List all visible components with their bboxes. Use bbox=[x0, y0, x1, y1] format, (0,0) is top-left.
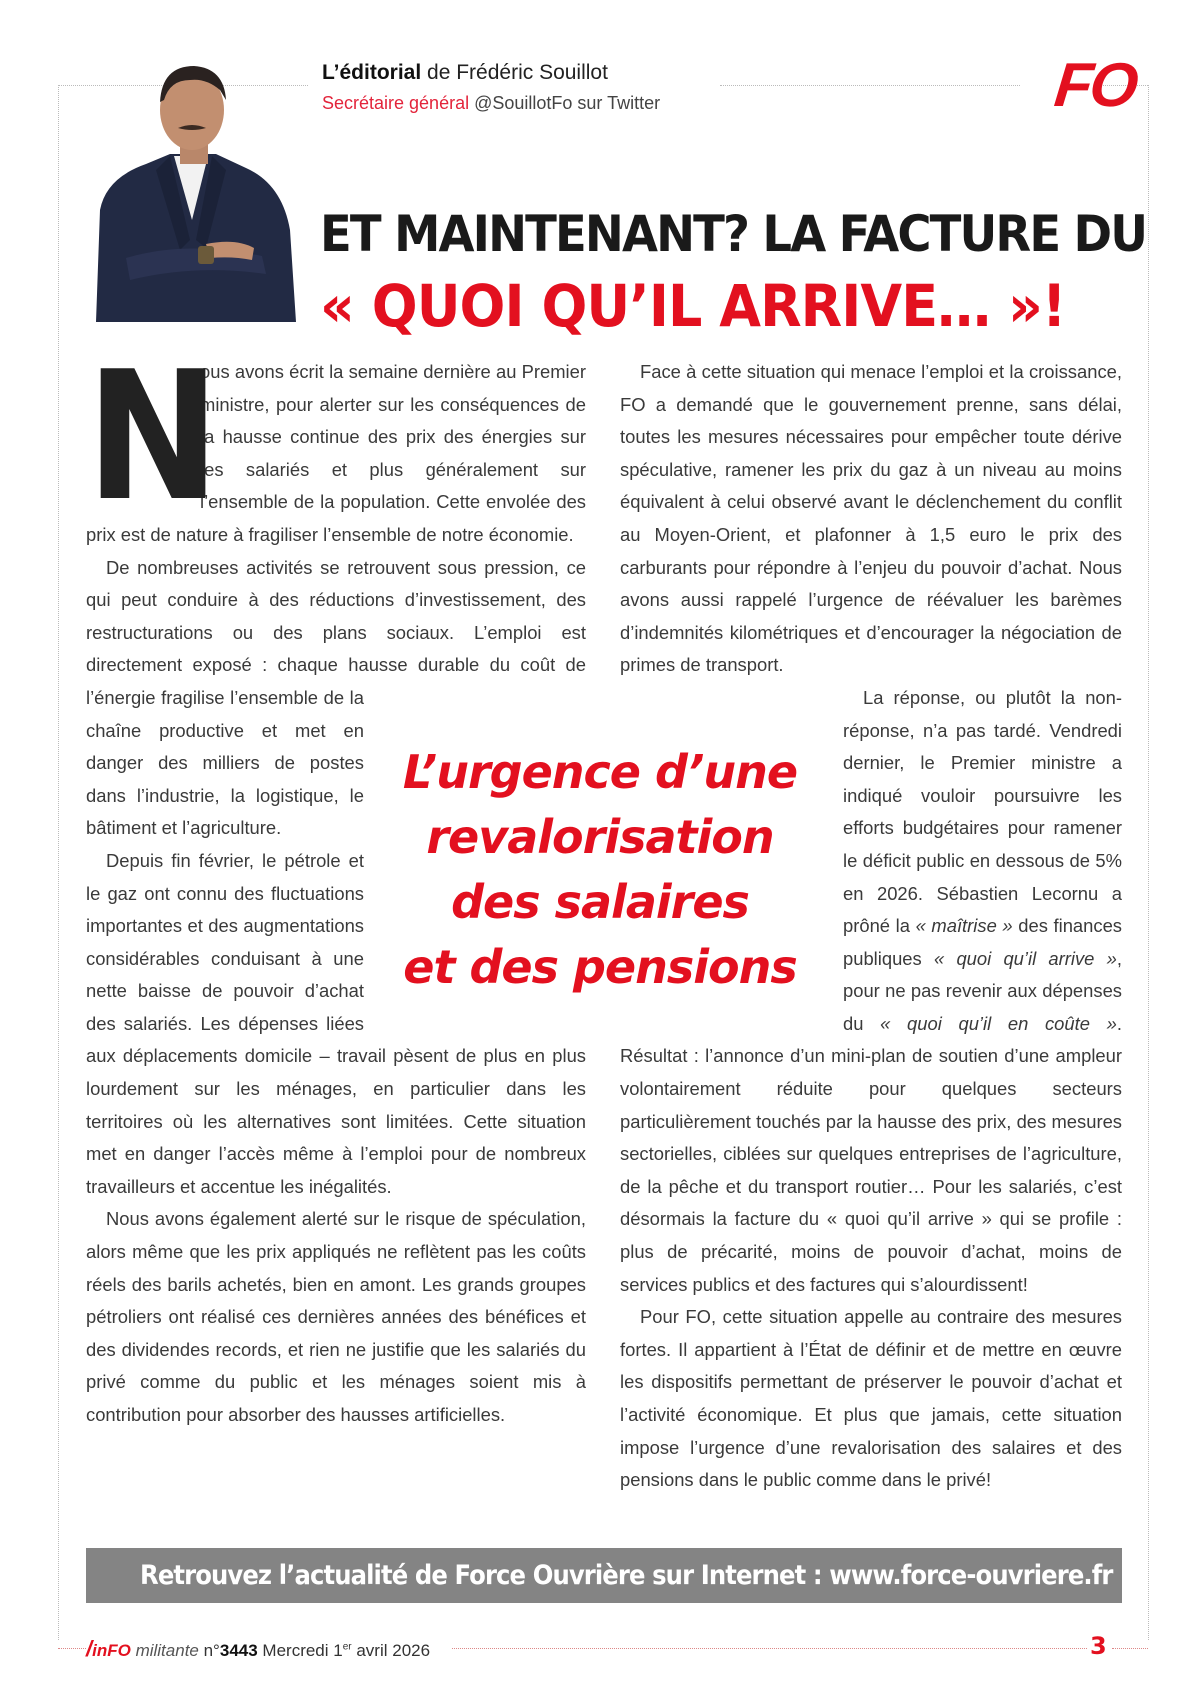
pull-quote-line: L’urgence d’une bbox=[402, 745, 798, 799]
headline-line-1: ET MAINTENANT? LA FACTURE DU bbox=[320, 205, 1147, 263]
headline-line-2: « QUOI QU’IL ARRIVE… »! bbox=[320, 272, 1066, 340]
article-paragraph: Depuis fin février, le pétrole et le gaz ont connu des fluctuations importantes et des augmentations considérables conduisant à une nette baisse de pouvoir d’achat des salariés. Les dépenses liées aux déplacements domicile – travail pèsent de plus en plus lourdement sur les ménages, en particulier dans les territoires où les alternatives sont limitées. Cette situation met en danger l’accès même à l’emploi pour de nombreux travailleurs et accentue les inégalités. bbox=[86, 849, 586, 1197]
issue-date: Mercredi 1 bbox=[257, 1641, 343, 1660]
quote-run: « maîtrise » bbox=[915, 915, 1013, 937]
website-banner[interactable] bbox=[86, 1548, 1122, 1603]
article-paragraph: ous avons écrit la semaine dernière au Premier ministre, pour alerter sur les conséquences de la hausse continue des prix des énergies sur les salariés et plus généralement sur l’ensemble de la population. Cette envolée des prix est de nature à fragiliser l’ensemble de notre économie. bbox=[86, 361, 586, 545]
text-run: des finances publiques bbox=[843, 915, 1122, 969]
website-banner-text[interactable]: Retrouvez l’actualité de Force Ouvrière sur Internet : www.force-ouvriere.fr bbox=[140, 1560, 1113, 1591]
text-run: , pour ne pas revenir aux dépenses du bbox=[843, 947, 1122, 1034]
article-paragraph: De nombreuses activités se retrouvent sous pression, ce qui peut conduire à des réductions d’investissement, des restructurations ou des plans sociaux. L’emploi est directement exposé : chaque hausse durable du coût de l’énergie fragilise l’ensemble de la chaîne productive et met en danger des milliers de postes dans l’industrie, la logistique, le bâtiment et l’agriculture. bbox=[86, 556, 586, 839]
author-role: Secrétaire général bbox=[322, 93, 470, 113]
frame-divider bbox=[58, 1648, 86, 1649]
article-paragraph: Pour FO, cette situation appelle au contraire des mesures fortes. Il appartient à l’État de définir et de mettre en œuvre les dispositifs permettant de préserver le pouvoir d’achat et l’activité économique. Et plus que jamais, cette situation impose l’urgence d’une revalorisation des salaires et des pensions dans le public comme dans le privé! bbox=[620, 1306, 1122, 1491]
page-footer bbox=[86, 1636, 430, 1662]
issue-number: 3443 bbox=[219, 1641, 258, 1660]
text-run: . Résultat : l’annonce d’un mini-plan de soutien d’une ampleur volontairement réduite pour quelques secteurs particulièrement touchés par la hausse des prix, des mesures sectorielles, ciblées sur quelques entreprises de l’agriculture, de la pêche et du transport routier… Pour les salariés, c’est désormais la facture du « quoi qu’il arrive » qui se profile : plus de précarité, moins de pouvoir d’achat, moins de services publics et des factures qui s’alourdissent! bbox=[620, 1012, 1122, 1295]
frame-divider bbox=[1112, 1648, 1148, 1649]
quote-run: « quoi qu’il en coûte » bbox=[880, 1012, 1117, 1034]
pull-quote-line: et des pensions bbox=[403, 940, 797, 994]
quote-run: « quoi qu’il arrive » bbox=[933, 947, 1117, 969]
dropcap: N bbox=[86, 333, 221, 540]
frame-divider bbox=[720, 85, 1020, 86]
article-paragraph: Face à cette situation qui menace l’emploi et la croissance, FO a demandé que le gouvernement prenne, sans délai, toutes les mesures nécessaires pour empêcher toute dérive spéculative, ramener les prix du gaz à un niveau au moins équivalent à celui observé avant le déclenchement du conflit au Moyen-Orient, et plafonner à 1,5 euro le prix des carburants pour répondre à l’enjeu du pouvoir d’achat. Nous avons aussi rappelé l’urgence de réévaluer les barèmes d’indemnités kilométriques et d’encourager la négociation de primes de transport. bbox=[620, 361, 1122, 676]
issue-number-prefix: n° bbox=[198, 1641, 220, 1660]
page-number: 3 bbox=[1090, 1632, 1107, 1660]
issue-date-rest: avril 2026 bbox=[351, 1641, 431, 1660]
frame-divider bbox=[1148, 85, 1149, 1640]
author-twitter: @SouillotFo sur Twitter bbox=[469, 93, 661, 113]
frame-divider bbox=[452, 1648, 1087, 1649]
fo-logo: FO bbox=[1051, 51, 1139, 120]
info-militante-logo-icon: / bbox=[86, 1636, 93, 1661]
byline bbox=[322, 58, 660, 118]
pull-quote-line: des salaires bbox=[451, 875, 749, 929]
headline bbox=[320, 198, 1147, 342]
author-portrait bbox=[86, 60, 298, 322]
text-run: La réponse, ou plutôt la non-réponse, n’a pas tardé. Vendredi dernier, le Premier ministre a indiqué vouloir poursuivre les efforts budgétaires pour ramener le déficit public en dessous de 5% en 2026. Sébastien Lecornu a prôné la bbox=[843, 686, 1122, 937]
byline-label: L’éditorial bbox=[322, 61, 422, 84]
author-name: de Frédéric Souillot bbox=[421, 61, 608, 84]
pull-quote bbox=[400, 740, 800, 1000]
pull-quote-line: revalorisation bbox=[426, 810, 774, 864]
article-paragraph: Nous avons également alerté sur le risque de spéculation, alors même que les prix appliqués ne reflètent pas les coûts réels des barils achetés, bien en amont. Les grands groupes pétroliers ont réalisé ces dernières années des bénéfices et des dividendes records, et rien ne justifie que les salariés du privé comme du public et les ménages soient mis à contribution pour absorber des hausses artificielles. bbox=[86, 1208, 586, 1425]
publication-brand: inFO bbox=[92, 1641, 131, 1660]
frame-divider bbox=[58, 85, 59, 1640]
issue-date-suffix: er bbox=[342, 1641, 352, 1653]
publication-name: militante bbox=[130, 1641, 199, 1660]
